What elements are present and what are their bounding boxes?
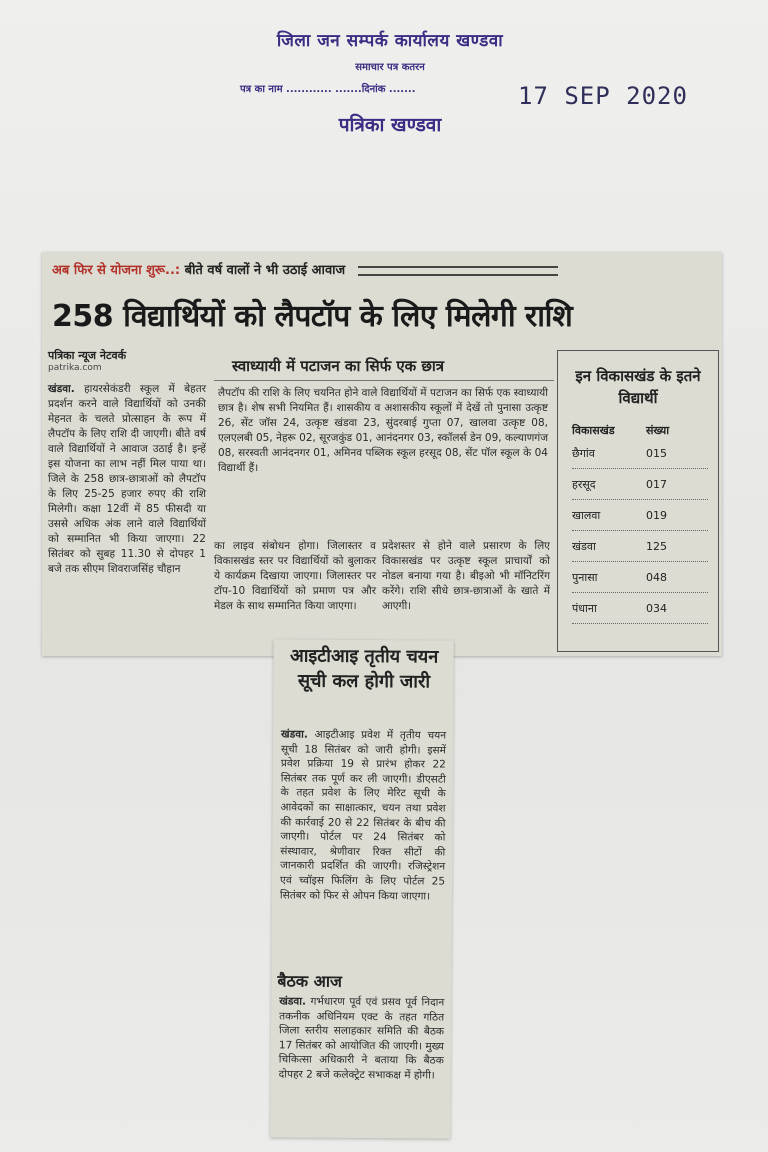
- row-count: 034: [646, 601, 667, 615]
- header-count: संख्या: [646, 424, 670, 437]
- column-1-text: हायरसेकंडरी स्कूल में बेहतर प्रदर्शन करने वाले विद्यार्थियों को उनकी मेहनत के चलते प्रोत्साहन के रूप में लैपटॉप के लिए राशि दी जाएगी। बीते वर्ष वाले विद्यार्थियों ने आवाज उठाई है। इन्हें इस योजना का लाभ नहीं मिल पाया था। जिले के 258 छात्र-छात्राओं को लैपटॉप के लिए 25-25 हजार रुपए की राशि मिलेगी। कक्षा 12वीं में 85 फीसदी या उससे अधिक अंक लाने वाले विद्यार्थियों को सम्मानित भी किया जाएगा। 22 सितंबर को सुबह 11.30 से दोपहर 1 बजे तक सीएम शिवराजसिंह चौहान: [48, 383, 206, 575]
- subhead-rule: [214, 380, 554, 381]
- meeting-body: [279, 994, 445, 1083]
- table-row: [572, 438, 708, 469]
- row-count: 048: [646, 570, 667, 584]
- kicker-red-text: अब फिर से योजना शुरू..:: [52, 263, 181, 278]
- stats-table-header: [572, 423, 708, 438]
- table-row: [572, 469, 708, 500]
- row-count: 019: [646, 508, 667, 522]
- article-byline: पत्रिका न्यूज नेटवर्क: [48, 349, 127, 362]
- stamp-paper-date-line: पत्र का नाम ............ .......दिनांक .......: [240, 84, 416, 95]
- meeting-body-text: गर्भधारण पूर्व एवं प्रसव पूर्व निदान तकनीक अधिनियम एक्ट के तहत गठित जिला स्तरीय सलाहकार समिति की बैठक 17 सितंबर को आयोजित की जाएगी। मुख्य चिकित्सा अधिकारी ने बताया कि बैठक दोपहर 2 बजे कलेक्ट्रेट सभाकक्ष में होगी।: [278, 995, 445, 1082]
- stats-table-title: इन विकासखंड के इतने विद्यार्थी: [575, 367, 701, 407]
- article-site: patrika.com: [48, 363, 102, 373]
- row-count: 125: [646, 539, 667, 553]
- iti-body: [280, 727, 446, 903]
- article-column-1: [48, 382, 206, 577]
- dateline: खंडवा.: [279, 995, 307, 1008]
- newspaper-clipping-secondary: [270, 639, 453, 1138]
- article-headline: 258 विद्यार्थियों को लैपटॉप के लिए मिलेगी राशि: [52, 299, 573, 334]
- article-column-3: का लाइव संबोधन होगा। जिलास्तर व विकासखंड स्तर पर विद्यार्थियों को बुलाकर ये कार्यक्रम दिखाया जाएगा। जिलास्तर पर टॉप-10 विद्यार्थियों को प्रमाण पत्र और मेडल के साथ सम्मानित किया जाएगा।: [214, 540, 376, 612]
- article-column-4: प्रदेशस्तर से होने वाले प्रसारण के लिए विकासखंड पर उत्कृष्ट स्कूल प्राचार्यों को नोडल बनाया गया है। बीइओ भी मॉनिटरिंग करेंगे। राशि सीधे छात्र-छात्राओं के खाते में आएगी।: [382, 540, 550, 612]
- header-block: विकासखंड: [572, 424, 615, 437]
- table-row: [572, 531, 708, 562]
- row-block: पुनासा: [572, 570, 598, 584]
- meeting-headline: बैठक आज: [277, 971, 342, 991]
- office-stamp: [200, 28, 688, 137]
- stamp-newspaper-name: पत्रिका खण्डवा: [338, 114, 442, 136]
- stamp-office-name: जिला जन सम्पर्क कार्यालय खण्डवा: [276, 31, 504, 51]
- iti-body-text: आइटीआइ प्रवेश में तृतीय चयन सूची 18 सितंबर को जारी होगी। इसमें प्रवेश प्रक्रिया 19 से प्रारंभ होकर 22 सितंबर तक पूर्ण कर ली जाएगी। डीएसटी के तहत प्रवेश के लिए मेरिट सूची के आवेदकों का साक्षात्कार, चयन तथा प्रवेश की कार्रवाई 20 से 22 सितंबर के बीच की जाएगी। पोर्टल पर 24 सितंबर को संस्थावार, श्रेणीवार रिक्त सीटों की जानकारी प्रदर्शित की जाएगी। रजिस्ट्रेशन एवं च्वॉइस फिलिंग के लिए पोर्टल 25 सितंबर को फिर से ओपन किया जाएगा।: [279, 728, 447, 903]
- kicker-rule: [358, 266, 558, 276]
- table-row: [572, 500, 708, 531]
- row-count: 017: [646, 477, 667, 491]
- article-kicker: [52, 260, 558, 278]
- iti-headline: आइटीआइ तृतीय चयन सूची कल होगी जारी: [289, 645, 439, 693]
- table-row: [572, 593, 708, 624]
- dateline: खंडवा.: [281, 728, 308, 741]
- row-count: 015: [646, 446, 667, 460]
- article-column-2: लैपटॉप की राशि के लिए चयनित होने वाले विद्यार्थियों में पटाजन का सिर्फ एक स्वाध्यायी छात्र है। शेष सभी नियमित हैं। शासकीय व अशासकीय स्कूलों में देखें तो पुनासा उत्कृष्ट 26, सेंट जॉस 24, उत्कृष्ट खंडवा 23, सुंदरबाई गुप्ता 07, खालवा उत्कृष्ट 08, एलएलबी 05, नेहरू 02, सूरजकुंड 01, आनंदनगर 03, स्कॉलर्स डेन 09, कल्याणगंज 08, सरस्वती आनंदनगर 01, अमिनव पब्लिक स्कूल हरसूद 08, सेंट पॉल स्कूल के 04 विद्यार्थी हैं।: [218, 387, 548, 474]
- stamp-date: 17 SEP 2020: [518, 82, 688, 110]
- row-block: हरसूद: [572, 477, 596, 491]
- row-block: छैगांव: [572, 446, 595, 460]
- row-block: खंडवा: [572, 539, 596, 553]
- kicker-dark-text: बीते वर्ष वालों ने भी उठाई आवाज: [184, 263, 346, 278]
- row-block: पंधाना: [572, 601, 597, 615]
- dateline: खंडवा.: [48, 383, 75, 395]
- table-row: [572, 562, 708, 593]
- article-subhead: स्वाध्यायी में पटाजन का सिर्फ एक छात्र: [232, 357, 445, 375]
- stamp-clipping-label: समाचार पत्र कतरन: [355, 62, 425, 73]
- newspaper-clipping-main: [42, 252, 722, 656]
- row-block: खालवा: [572, 508, 601, 522]
- stats-table-box: [557, 350, 719, 652]
